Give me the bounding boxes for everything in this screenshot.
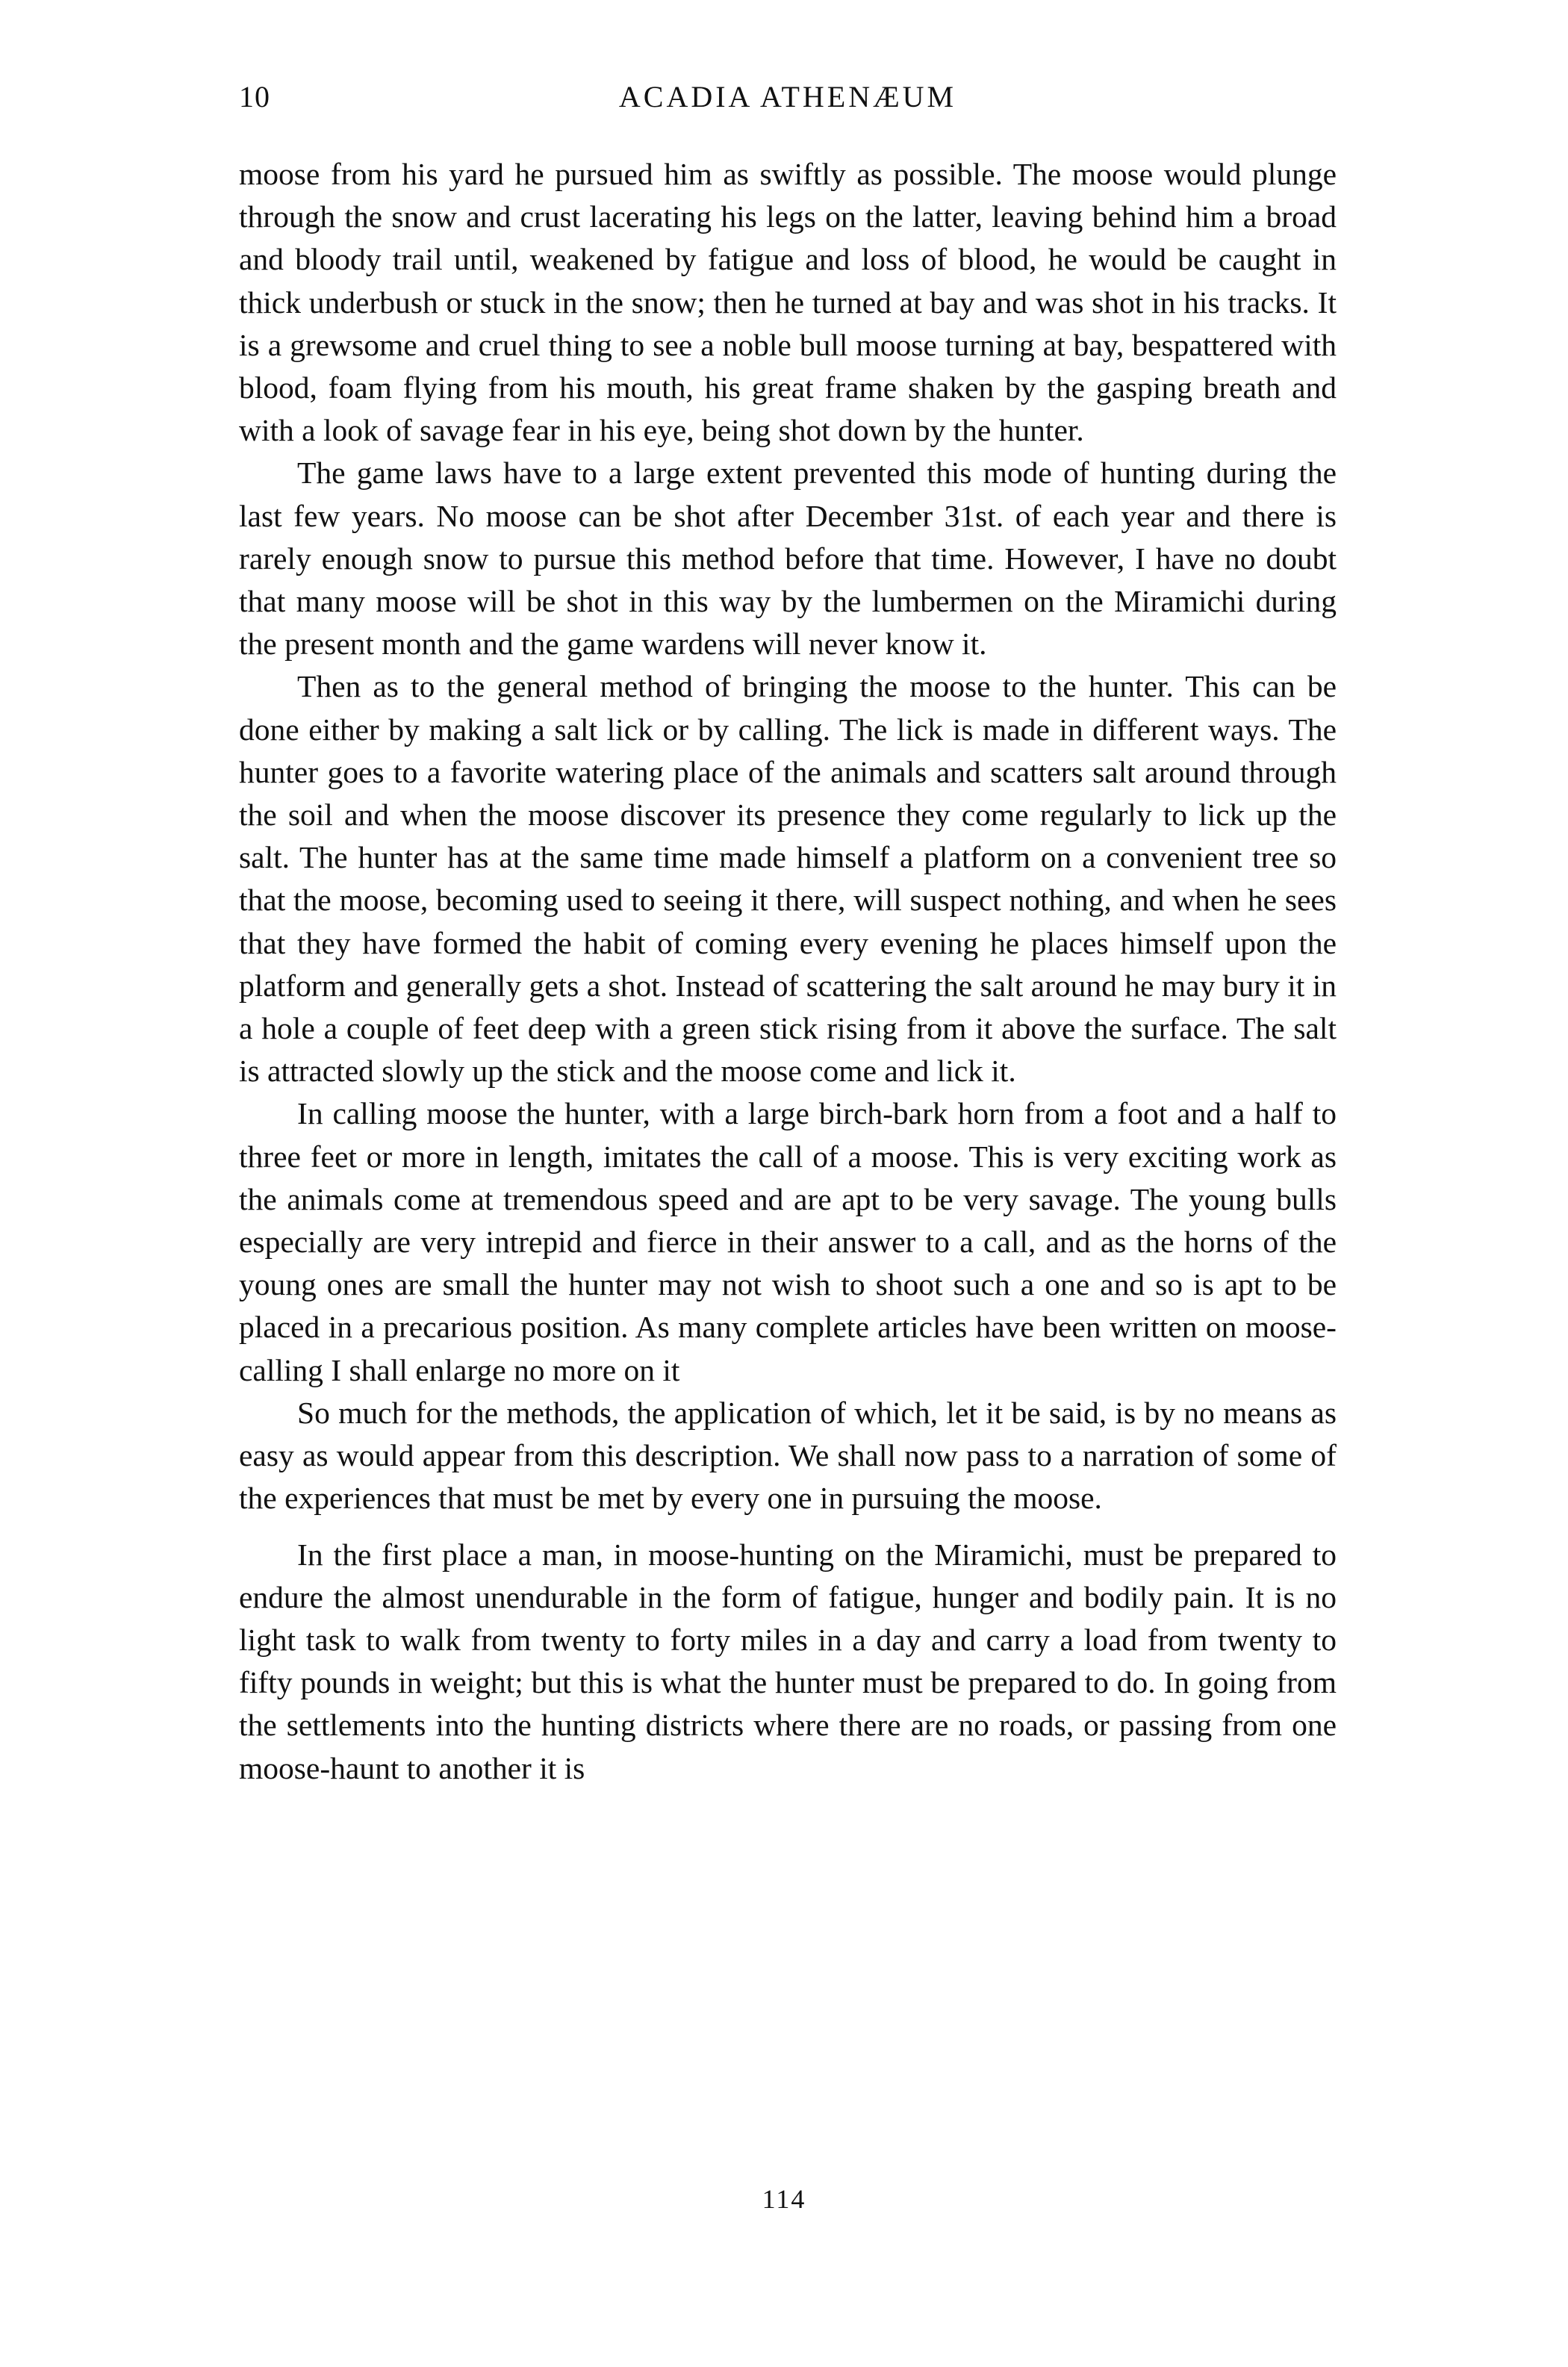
page-number: 10 [239, 80, 270, 113]
page-footer [0, 2180, 1568, 2218]
paragraph: Then as to the general method of bringing the moose to the hunter. This can be done either by making a salt lick or by calling. The lick is made in different ways. The hunter goes to a favorite watering place of the animals and scatters salt around through the soil and when the moose discover its presence they come regularly to lick up the salt. The hunter has at the same time made himself a platform on a convenient tree so that the moose, becoming used to seeing it there, will suspect nothing, and when he sees that they have formed the habit of coming every evening he places himself upon the platform and generally gets a shot. Instead of scattering the salt around he may bury it in a hole a couple of feet deep with a green stick rising from it above the surface. The salt is attracted slowly up the stick and the moose come and lick it. [239, 669, 1337, 1089]
page-header [239, 75, 1337, 119]
paragraph: The game laws have to a large extent prevented this mode of hunting during the last few years. No moose can be shot after December 31st. of each year and there is rarely enough snow to pursue this method before that time. However, I have no doubt that many moose will be shot in this way by the lumbermen on the Miramichi during the present month and the game wardens will never know it. [239, 455, 1337, 662]
paragraph: So much for the methods, the application of which, let it be said, is by no means as easy as would appear from this description. We shall now pass to a narration of some of the experiences that must be met by every one in pursuing the moose. [239, 1395, 1337, 1516]
article-body [239, 153, 1337, 1790]
paragraph: moose from his yard he pursued him as swiftly as possible. The moose would plunge through the snow and crust lacerating his legs on the latter, leaving behind him a broad and bloody trail until, weakened by fatigue and loss of blood, he would be caught in thick underbush or stuck in the snow; then he turned at bay and was shot in his tracks. It is a grewsome and cruel thing to see a noble bull moose turning at bay, bespattered with blood, foam flying from his mouth, his great frame shaken by the gasping breath and with a look of savage fear in his eye, being shot down by the hunter. [239, 157, 1337, 448]
sheet-number: 114 [762, 2184, 806, 2214]
paragraph: In the first place a man, in moose-hunting on the Miramichi, must be prepared to endure the almost unendurable in the form of fatigue, hunger and bodily pain. It is no light task to walk from twenty to forty miles in a day and carry a load from twenty to fifty pounds in weight; but this is what the hunter must be prepared to do. In going from the settlements into the hunting districts where there are no roads, or passing from one moose-haunt to another it is [239, 1537, 1337, 1785]
running-title: ACADIA ATHENÆUM [618, 80, 957, 113]
paragraph: In calling moose the hunter, with a large birch-bark horn from a foot and a half to three feet or more in length, imitates the call of a moose. This is very exciting work as the animals come at tremendous speed and are apt to be very savage. The young bulls especially are very intrepid and fierce in their answer to a call, and as the horns of the young ones are small the hunter may not wish to shoot such a one and so is apt to be placed in a precarious position. As many complete articles have been written on moose-calling I shall enlarge no more on it [239, 1096, 1337, 1387]
